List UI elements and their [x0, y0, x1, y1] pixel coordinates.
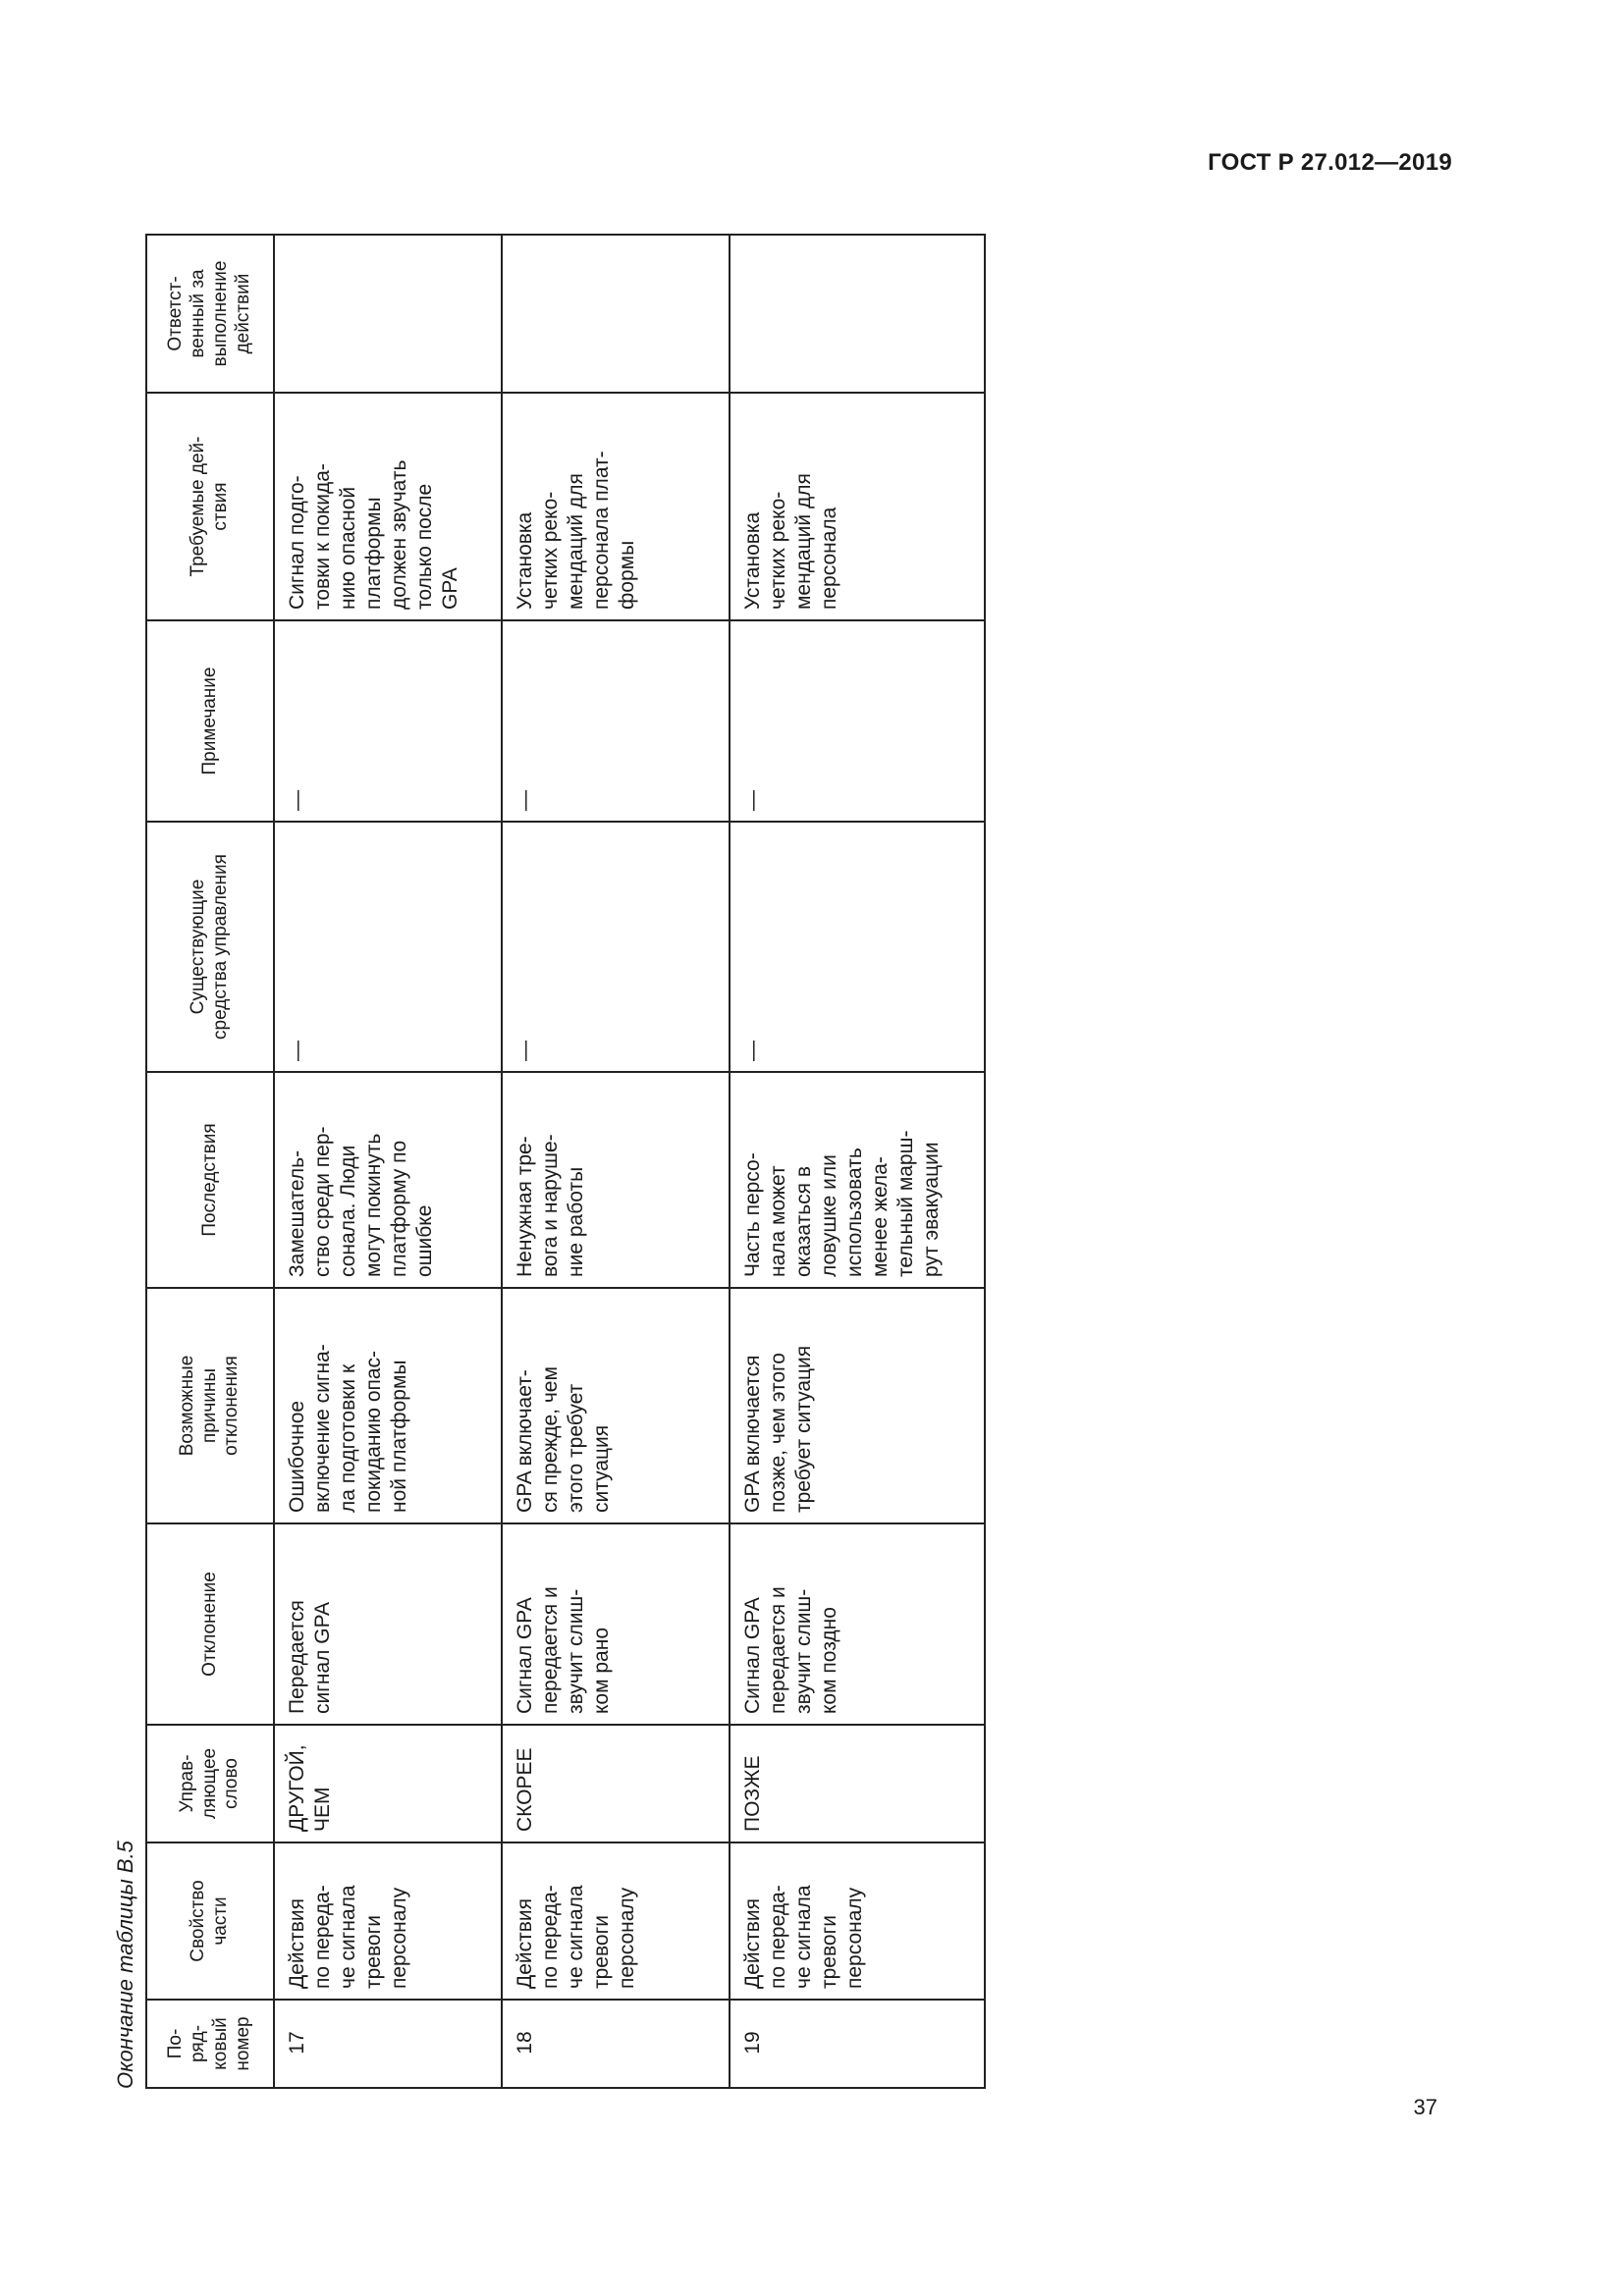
cell-deviation: Сигнал GPA передается и звучит слиш- ком рано [502, 1523, 730, 1725]
cell-note: — [502, 620, 730, 822]
cell-consequences: Ненужная тре- вога и наруше- ние работы [502, 1072, 730, 1288]
cell-property: Действия по переда- че сигнала тревоги персоналу [730, 1842, 985, 2000]
column-header-guideword: Управ- ляющее слово [146, 1725, 274, 1842]
table-caption: Окончание таблицы В.5 [113, 1841, 137, 2089]
cell-deviation: Передается сигнал GPA [274, 1523, 502, 1725]
cell-note: — [274, 620, 502, 822]
column-header-responsible: Ответст- венный за выполнение действий [146, 235, 274, 393]
cell-actions: Установка четких реко- мендаций для персонала [730, 393, 985, 620]
cell-actions: Установка четких реко- мендаций для персонала плат- формы [502, 393, 730, 620]
cell-guideword: ДРУГОЙ, ЧЕМ [274, 1725, 502, 1842]
cell-causes: GPA включается позже, чем этого требует ситуация [730, 1288, 985, 1523]
cell-guideword: СКОРЕЕ [502, 1725, 730, 1842]
cell-consequences: Часть персо- нала может оказаться в ловушке или использовать менее жела- тельный марш- рут эвакуации [730, 1072, 985, 1288]
column-header-note: Примечание [146, 620, 274, 822]
column-header-causes: Возможные причины отклонения [146, 1288, 274, 1523]
cell-responsible [730, 235, 985, 393]
cell-actions: Сигнал подго- товки к покида- нию опасной платформы должен звучать только после GPA [274, 393, 502, 620]
cell-property: Действия по переда- че сигнала тревоги персоналу [502, 1842, 730, 2000]
cell-number: 17 [274, 2000, 502, 2088]
cell-property: Действия по переда- че сигнала тревоги персоналу [274, 1842, 502, 2000]
column-header-number: По- ряд- ковый номер [146, 2000, 274, 2088]
document-code: ГОСТ Р 27.012—2019 [1208, 149, 1452, 176]
column-header-property: Свойство части [146, 1842, 274, 2000]
cell-responsible [274, 235, 502, 393]
cell-controls: — [274, 822, 502, 1072]
table-header-row [146, 235, 274, 2088]
cell-number: 18 [502, 2000, 730, 2088]
cell-guideword: ПОЗЖЕ [730, 1725, 985, 1842]
cell-number: 19 [730, 2000, 985, 2088]
cell-controls: — [730, 822, 985, 1072]
page-number: 37 [1413, 2095, 1437, 2119]
column-header-controls: Существующие средства управления [146, 822, 274, 1072]
cell-deviation: Сигнал GPA передается и звучит слиш- ком поздно [730, 1523, 985, 1725]
table-row [730, 235, 985, 2088]
cell-controls: — [502, 822, 730, 1072]
cell-consequences: Замешатель- ство среди пер- сонала. Люди могут покинуть платформу по ошибке [274, 1072, 502, 1288]
column-header-deviation: Отклонение [146, 1523, 274, 1725]
cell-causes: GPA включает- ся прежде, чем этого требует ситуация [502, 1288, 730, 1523]
cell-responsible [502, 235, 730, 393]
cell-note: — [730, 620, 985, 822]
column-header-consequences: Последствия [146, 1072, 274, 1288]
hazop-table [145, 234, 986, 2089]
table-row [502, 235, 730, 2088]
rotated-table-block [110, 236, 944, 2089]
table-row [274, 235, 502, 2088]
column-header-actions: Требуемые дей- ствия [146, 393, 274, 620]
cell-causes: Ошибочное включение сигна- ла подготовки к покиданию опас- ной платформы [274, 1288, 502, 1523]
